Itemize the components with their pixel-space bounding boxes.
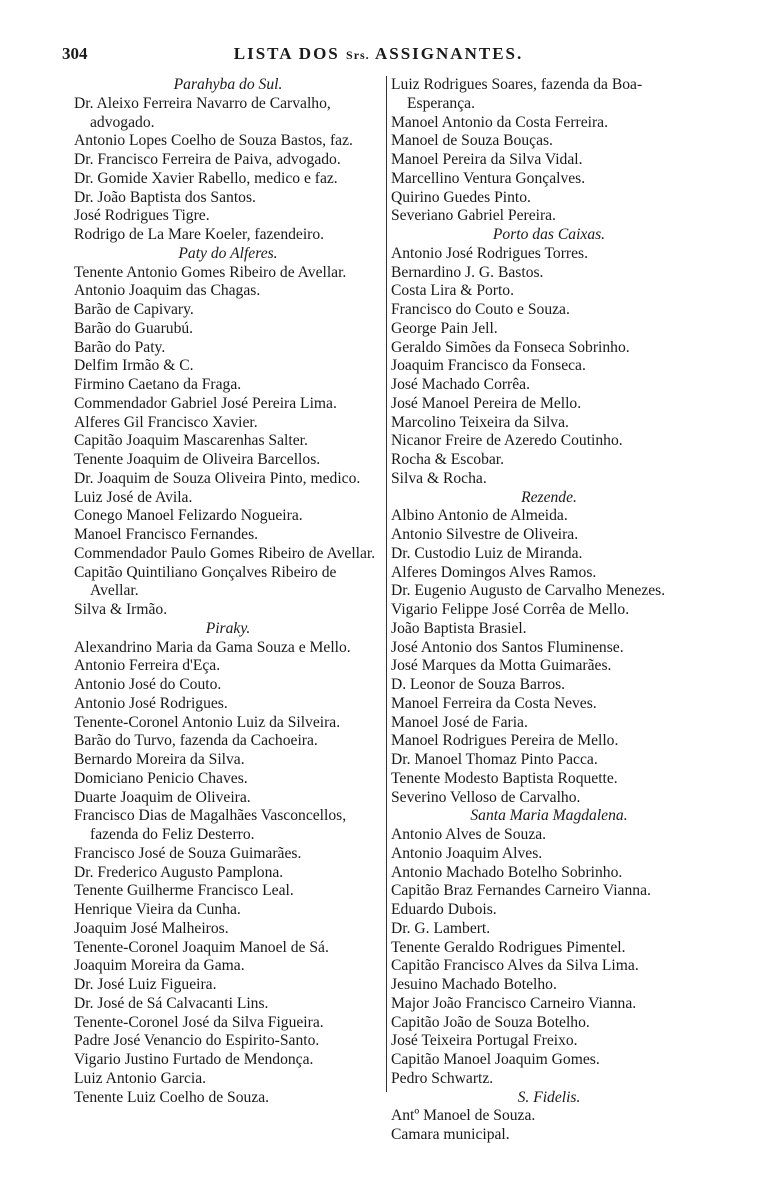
subscriber-entry: Manoel Antonio da Costa Ferreira.	[391, 113, 608, 131]
subscriber-entry: Capitão João de Souza Botelho.	[391, 1013, 590, 1031]
subscriber-entry: Bernardino J. G. Bastos.	[391, 263, 544, 281]
running-head	[0, 44, 757, 64]
subscriber-entry: Tenente Modesto Baptista Roquette.	[391, 769, 618, 787]
subscriber-entry: Vigario Justino Furtado de Mendonça.	[74, 1051, 314, 1068]
subscriber-entry: Barão do Guarubú.	[74, 319, 194, 337]
running-head-main: LISTA DOS	[233, 44, 347, 63]
subscriber-entry: Henrique Vieira da Cunha.	[74, 901, 241, 918]
subscriber-entry: Barão do Paty.	[74, 338, 166, 356]
subscriber-entry: Commendador Gabriel José Pereira Lima.	[74, 394, 337, 412]
subscriber-entry: Capitão Joaquim Mascarenhas Salter.	[74, 432, 308, 450]
subscriber-entry: José Antonio dos Santos Fluminense.	[391, 638, 624, 656]
subscriber-entry: Antonio José Rodrigues.	[74, 694, 228, 712]
subscriber-entry: Antonio Alves de Souza.	[391, 826, 547, 843]
subscriber-entry: Francisco José de Souza Guimarães.	[74, 844, 302, 862]
subscriber-entry: Severiano Gabriel Pereira.	[391, 207, 556, 225]
section-heading: Santa Maria Magdalena.	[470, 807, 628, 825]
subscriber-entry: Antonio Machado Botelho Sobrinho.	[391, 863, 623, 881]
section-heading: Parahyba do Sul.	[173, 76, 283, 93]
subscriber-entry: Pedro Schwartz.	[391, 1069, 494, 1087]
subscriber-entry: Tenente Guilherme Francisco Leal.	[74, 882, 294, 900]
subscriber-entry: José Marques da Motta Guimarães.	[391, 657, 612, 675]
subscriber-entry: Manoel Francisco Fernandes.	[74, 526, 259, 543]
subscriber-entry: José Teixeira Portugal Freixo.	[391, 1032, 578, 1050]
subscriber-entry: Tenente Luiz Coelho de Souza.	[74, 1088, 270, 1106]
subscriber-entry: Marcolino Teixeira da Silva.	[391, 413, 569, 431]
subscriber-entry: Capitão Quintiliano Gonçalves Ribeiro de Avellar.	[74, 563, 337, 600]
subscriber-entry: Manoel de Souza Bouças.	[391, 132, 553, 150]
subscriber-entry: Dr. João Baptista dos Santos.	[74, 188, 256, 206]
subscriber-entry: Manoel Pereira da Silva Vidal.	[391, 151, 583, 168]
subscriber-entry: Quirino Guedes Pinto.	[391, 188, 531, 206]
right-column	[391, 76, 707, 1145]
subscriber-entry: Vigario Felippe José Corrêa de Mello.	[391, 601, 630, 618]
subscriber-entry: Barão de Capivary.	[74, 301, 194, 318]
subscriber-entry: Albino Antonio de Almeida.	[391, 507, 568, 525]
running-head-abbr: Srs.	[346, 48, 370, 62]
subscriber-entry: Conego Manoel Felizardo Nogueira.	[74, 507, 303, 525]
subscriber-entry: Luiz José de Avila.	[74, 488, 193, 506]
subscriber-entry: Silva & Rocha.	[391, 469, 487, 487]
subscriber-entry: João Baptista Brasiel.	[391, 619, 527, 637]
subscriber-entry: D. Leonor de Souza Barros.	[391, 676, 566, 693]
subscriber-entry: Dr. Francisco Ferreira de Paiva, advogado.	[74, 151, 341, 168]
subscriber-entry: Capitão Manoel Joaquim Gomes.	[391, 1051, 600, 1068]
page-number: 304	[62, 44, 88, 63]
subscriber-entry: Barão do Turvo, fazenda da Cachoeira.	[74, 732, 318, 750]
subscriber-entry: Bernardo Moreira da Silva.	[74, 751, 245, 768]
subscriber-entry: Padre José Venancio do Espirito-Santo.	[74, 1032, 320, 1050]
subscriber-entry: Alferes Gil Francisco Xavier.	[74, 413, 258, 431]
subscriber-entry: José Rodrigues Tigre.	[74, 207, 210, 225]
subscriber-entry: José Manoel Pereira de Mello.	[391, 394, 582, 412]
subscriber-entry: Dr. Gomide Xavier Rabello, medico e faz.	[74, 169, 338, 187]
subscriber-entry: Rodrigo de La Mare Koeler, fazendeiro.	[74, 226, 325, 243]
subscriber-entry: José Machado Corrêa.	[391, 376, 530, 393]
subscriber-entry: Joaquim Francisco da Fonseca.	[391, 357, 586, 375]
subscriber-entry: Antonio Lopes Coelho de Souza Bastos, faz.	[74, 132, 353, 150]
subscriber-entry: Antonio Joaquim das Chagas.	[74, 282, 261, 300]
section-heading: Paty do Alferes.	[178, 244, 278, 262]
running-head-end: ASSIGNANTES.	[369, 44, 524, 63]
subscriber-entry: Luiz Antonio Garcia.	[74, 1069, 207, 1087]
section-heading: Porto das Caixas.	[492, 226, 606, 243]
subscriber-entry: Antonio José do Couto.	[74, 676, 222, 693]
subscriber-entry: Tenente Antonio Gomes Ribeiro de Avellar.	[74, 263, 347, 281]
subscriber-entry: Dr. Custodio Luiz de Miranda.	[391, 544, 583, 562]
subscriber-entry: Joaquim José Malheiros.	[74, 919, 229, 937]
subscriber-entry: Francisco do Couto e Souza.	[391, 301, 570, 318]
subscriber-entry: Firmino Caetano da Fraga.	[74, 376, 242, 393]
subscriber-entry: Francisco Dias de Magalhães Vasconcellos, fazenda do Feliz Desterro.	[74, 807, 347, 843]
subscriber-entry: Severino Velloso de Carvalho.	[391, 788, 581, 806]
subscriber-entry: Silva & Irmão.	[74, 601, 168, 618]
subscriber-entry: Tenente-Coronel Joaquim Manoel de Sá.	[74, 938, 329, 956]
subscriber-entry: Major João Francisco Carneiro Vianna.	[391, 994, 637, 1012]
subscriber-entry: Antonio Silvestre de Oliveira.	[391, 526, 579, 543]
subscriber-entry: Duarte Joaquim de Oliveira.	[74, 788, 251, 806]
subscriber-entry: Luiz Rodrigues Soares, fazenda da Boa-Esperança.	[391, 76, 643, 112]
subscriber-entry: Delfim Irmão & C.	[74, 357, 194, 375]
subscriber-entry: Camara municipal.	[391, 1126, 510, 1143]
subscriber-entry: Antonio Joaquim Alves.	[391, 844, 543, 862]
subscriber-entry: Dr. Frederico Augusto Pamplona.	[74, 863, 284, 881]
subscriber-entry: Joaquim Moreira da Gama.	[74, 957, 245, 975]
subscriber-entry: Manoel Ferreira da Costa Neves.	[391, 694, 597, 712]
subscriber-entry: Dr. Joaquim de Souza Oliveira Pinto, medico.	[74, 469, 361, 487]
subscriber-entry: Domiciano Penicio Chaves.	[74, 769, 248, 787]
subscriber-entry: Dr. Eugenio Augusto de Carvalho Menezes.	[391, 582, 666, 600]
section-heading: Rezende.	[521, 488, 577, 506]
subscriber-entry: Dr. José de Sá Calvacanti Lins.	[74, 994, 269, 1012]
subscriber-entry: Antonio Ferreira d'Eça.	[74, 657, 221, 675]
subscriber-entry: Dr. G. Lambert.	[391, 919, 491, 937]
subscriber-entry: Costa Lira & Porto.	[391, 282, 515, 300]
subscriber-entry: Commendador Paulo Gomes Ribeiro de Avellar.	[74, 544, 376, 562]
subscriber-entry: Antº Manoel de Souza.	[391, 1107, 536, 1125]
subscriber-entry: Dr. José Luiz Figueira.	[74, 976, 217, 993]
subscriber-entry: Alexandrino Maria da Gama Souza e Mello.	[74, 638, 351, 656]
subscriber-entry: Tenente-Coronel Antonio Luiz da Silveira.	[74, 713, 341, 731]
subscriber-entry: Marcellino Ventura Gonçalves.	[391, 169, 586, 187]
subscriber-entry: Manoel José de Faria.	[391, 713, 528, 731]
subscriber-entry: George Pain Jell.	[391, 319, 498, 337]
left-column	[74, 76, 382, 1107]
subscriber-entry: Tenente-Coronel José da Silva Figueira.	[74, 1013, 324, 1031]
subscriber-entry: Rocha & Escobar.	[391, 451, 505, 468]
subscriber-entry: Alferes Domingos Alves Ramos.	[391, 563, 597, 581]
subscriber-entry: Capitão Francisco Alves da Silva Lima.	[391, 957, 639, 975]
subscriber-entry: Tenente Geraldo Rodrigues Pimentel.	[391, 938, 626, 956]
subscriber-entry: Dr. Aleixo Ferreira Navarro de Carvalho, advogado.	[74, 94, 331, 131]
subscriber-entry: Eduardo Dubois.	[391, 901, 497, 918]
subscriber-entry: Antonio José Rodrigues Torres.	[391, 244, 588, 262]
subscriber-entry: Geraldo Simões da Fonseca Sobrinho.	[391, 338, 630, 356]
column-rule	[386, 76, 387, 1092]
subscriber-entry: Tenente Joaquim de Oliveira Barcellos.	[74, 451, 321, 468]
section-heading: Piraky.	[205, 619, 251, 637]
subscriber-entry: Dr. Manoel Thomaz Pinto Pacca.	[391, 751, 598, 768]
subscriber-entry: Jesuino Machado Botelho.	[391, 976, 557, 993]
subscriber-entry: Manoel Rodrigues Pereira de Mello.	[391, 732, 619, 750]
subscriber-entry: Nicanor Freire de Azeredo Coutinho.	[391, 432, 623, 450]
section-heading: S. Fidelis.	[517, 1088, 581, 1106]
subscriber-entry: Capitão Braz Fernandes Carneiro Vianna.	[391, 882, 651, 900]
